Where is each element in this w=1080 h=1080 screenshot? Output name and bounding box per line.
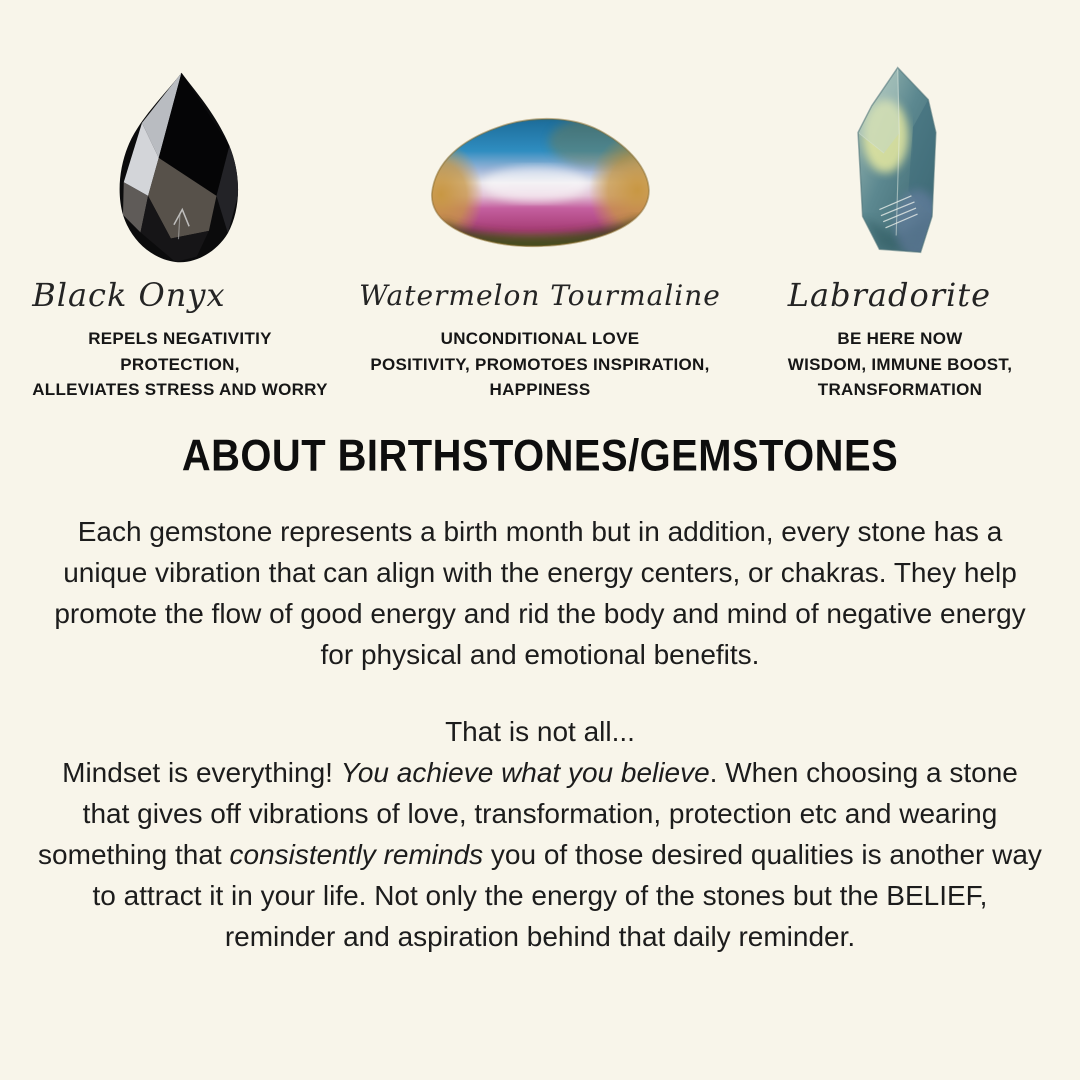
watermelon-tourmaline-illustration bbox=[416, 36, 664, 266]
black-onyx-caption bbox=[32, 266, 328, 403]
stone-benefits bbox=[359, 326, 721, 403]
benefit-line: WISDOM, IMMUNE BOOST, bbox=[787, 354, 1013, 374]
benefit-line: BE HERE NOW bbox=[837, 329, 963, 348]
benefit-line: UNCONDITIONAL LOVE bbox=[440, 329, 640, 348]
labradorite-illustration bbox=[835, 36, 965, 266]
mindset-text-normal: . When choosing a stone that gives off vibrations of love, transformation, protection etc and wearing something that bbox=[38, 756, 1018, 870]
benefit-line: REPELS NEGATIVITIY bbox=[88, 329, 272, 348]
stone-name: Watermelon Tourmaline bbox=[359, 278, 721, 312]
stone-name: Labradorite bbox=[787, 276, 992, 314]
stone-card-labradorite bbox=[720, 36, 1080, 403]
stones-row bbox=[0, 0, 1080, 403]
mindset-text-italic: consistently reminds bbox=[229, 838, 484, 870]
watermelon-tourmaline-gem-icon bbox=[416, 106, 664, 266]
labradorite-gem-icon bbox=[835, 60, 965, 266]
mindset-text-italic: You achieve what you believe bbox=[340, 756, 710, 788]
mindset-paragraph bbox=[35, 711, 1045, 957]
transition-line: That is not all... bbox=[445, 715, 635, 747]
stone-card-watermelon-tourmaline bbox=[360, 36, 720, 403]
benefit-line: TRANSFORMATION bbox=[817, 380, 983, 399]
benefit-line: HAPPINESS bbox=[489, 380, 591, 399]
watermelon-tourmaline-caption bbox=[359, 266, 721, 403]
stone-benefits bbox=[788, 326, 1012, 403]
benefit-line: POSITIVITY, PROMOTOES INSPIRATION, bbox=[370, 354, 710, 374]
labradorite-caption bbox=[788, 266, 1012, 403]
mindset-text-normal: Mindset is everything! bbox=[62, 756, 341, 788]
stone-card-black-onyx bbox=[0, 36, 360, 403]
stone-name: Black Onyx bbox=[32, 276, 226, 314]
black-onyx-gem-icon bbox=[104, 68, 256, 266]
mindset-text-normal: you of those desired qualities is another way to attract it in your life. Not only the energy of the stones but the BELIEF, reminder and aspiration behind that daily reminder. bbox=[92, 838, 1042, 952]
page-title: ABOUT BIRTHSTONES/GEMSTONES bbox=[181, 430, 899, 480]
black-onyx-illustration bbox=[104, 36, 256, 266]
benefit-line: PROTECTION, bbox=[120, 354, 240, 374]
intro-paragraph: Each gemstone represents a birth month but in addition, every stone has a unique vibration that can align with the energy centers, or chakras. They help promote the flow of good energy and rid the body and mind of negative energy for physical and emotional benefits. bbox=[54, 515, 1026, 670]
benefit-line: ALLEVIATES STRESS AND WORRY bbox=[32, 380, 328, 399]
stone-benefits bbox=[32, 326, 328, 403]
